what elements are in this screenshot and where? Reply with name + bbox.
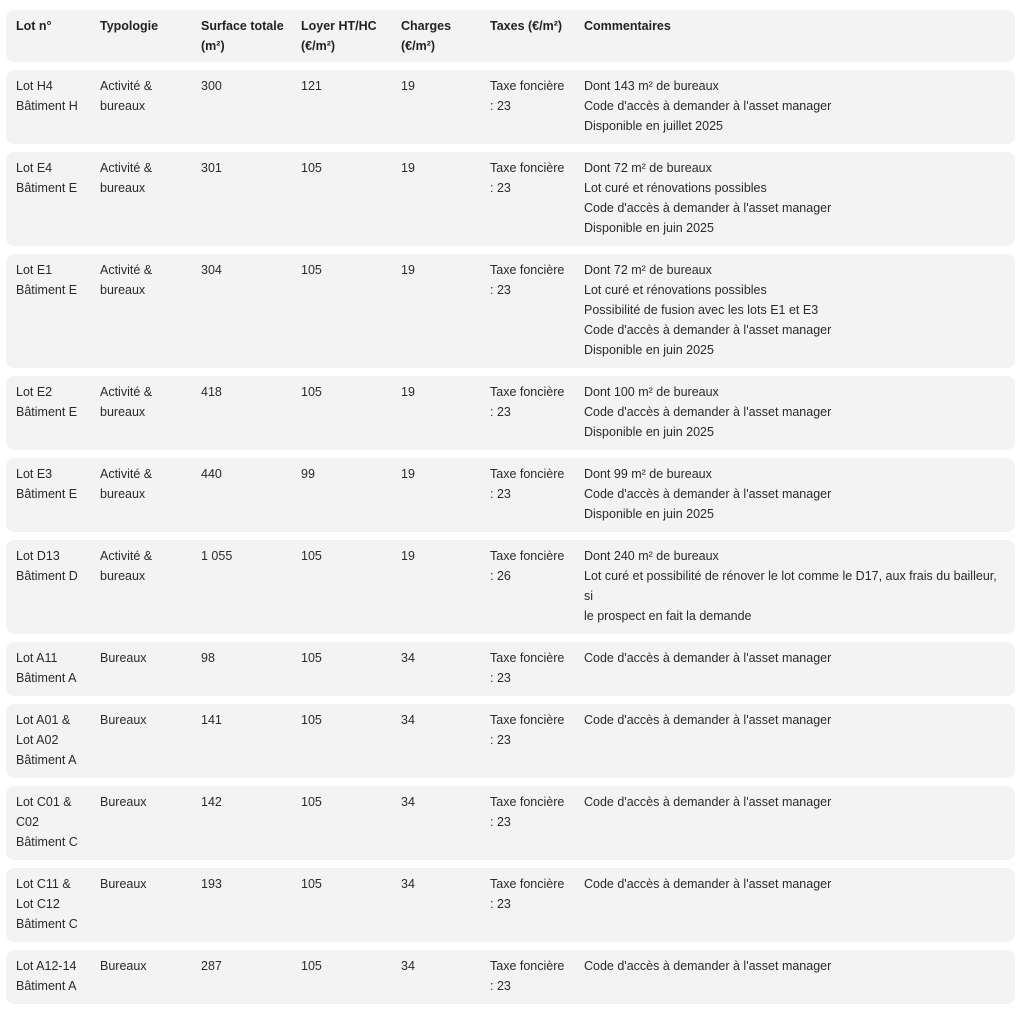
cell-lot-text: Lot C01 &: [16, 795, 72, 809]
cell-charges: [401, 546, 490, 626]
cell-lot-text: Lot H4: [16, 79, 53, 93]
cell-lot: [6, 464, 100, 524]
cell-commentaires: [584, 382, 1015, 442]
cell-commentaires: [584, 648, 1015, 688]
header-surface-label: Surface totale: [201, 19, 284, 33]
cell-lot-text: Lot C11 &: [16, 877, 71, 891]
cell-surface-text: 193: [201, 877, 222, 891]
cell-charges-text: 34: [401, 959, 415, 973]
cell-taxes-text: Taxe foncière: [490, 161, 565, 175]
cell-typologie: [100, 792, 201, 852]
table-row: [6, 70, 1015, 144]
header-charges-unit: (€/m²): [401, 39, 436, 53]
cell-commentaires-text: Code d'accès à demander à l'asset manager: [584, 651, 832, 665]
cell-charges: [401, 956, 490, 996]
cell-commentaires-text: Disponible en juin 2025: [584, 425, 714, 439]
cell-typologie: [100, 546, 201, 626]
table-row: [6, 254, 1015, 368]
cell-surface: [201, 874, 301, 934]
cell-commentaires-text: Lot curé et rénovations possibles: [584, 283, 767, 297]
cell-commentaires-text: Disponible en juin 2025: [584, 221, 714, 235]
cell-lot: [6, 76, 100, 136]
header-loyer-label: Loyer HT/HC: [301, 19, 377, 33]
cell-charges-text: 34: [401, 713, 415, 727]
cell-surface-text: 300: [201, 79, 222, 93]
table-row: [6, 642, 1015, 696]
cell-taxes-text: Taxe foncière: [490, 651, 565, 665]
cell-lot-text: Bâtiment A: [16, 671, 77, 685]
header-loyer: [301, 16, 401, 56]
cell-charges-text: 19: [401, 467, 415, 481]
cell-charges-text: 19: [401, 549, 415, 563]
cell-loyer-text: 105: [301, 651, 322, 665]
cell-surface-text: 304: [201, 263, 222, 277]
cell-commentaires: [584, 874, 1015, 934]
cell-typologie-text: Bureaux: [100, 651, 147, 665]
cell-commentaires-text: Dont 143 m² de bureaux: [584, 79, 719, 93]
cell-taxes-text: : 23: [490, 99, 511, 113]
header-taxes: [490, 16, 584, 56]
cell-loyer-text: 99: [301, 467, 315, 481]
cell-typologie: [100, 874, 201, 934]
cell-lot-text: Bâtiment A: [16, 979, 77, 993]
cell-typologie-text: Activité &: [100, 467, 153, 481]
cell-loyer: [301, 546, 401, 626]
cell-charges: [401, 710, 490, 770]
cell-commentaires-text: le prospect en fait la demande: [584, 609, 752, 623]
cell-taxes: [490, 260, 584, 360]
cell-commentaires-text: Code d'accès à demander à l'asset manager: [584, 99, 832, 113]
table-row: [6, 152, 1015, 246]
cell-typologie-text: Bureaux: [100, 795, 147, 809]
cell-loyer-text: 105: [301, 161, 322, 175]
cell-taxes: [490, 792, 584, 852]
cell-loyer: [301, 76, 401, 136]
cell-charges: [401, 464, 490, 524]
cell-surface-text: 141: [201, 713, 222, 727]
cell-commentaires-text: Lot curé et possibilité de rénover le lot comme le D17, aux frais du bailleur, si: [584, 569, 997, 603]
cell-surface-text: 287: [201, 959, 222, 973]
cell-commentaires-text: Possibilité de fusion avec les lots E1 et E3: [584, 303, 819, 317]
cell-taxes-text: : 23: [490, 815, 511, 829]
cell-commentaires-text: Disponible en juillet 2025: [584, 119, 723, 133]
cell-lot: [6, 546, 100, 626]
cell-lot-text: Lot A11: [16, 651, 58, 665]
cell-charges-text: 19: [401, 263, 415, 277]
cell-typologie-text: Activité &: [100, 549, 153, 563]
cell-loyer-text: 105: [301, 385, 322, 399]
cell-surface-text: 1 055: [201, 549, 233, 563]
cell-charges: [401, 874, 490, 934]
cell-surface: [201, 710, 301, 770]
cell-loyer-text: 105: [301, 959, 322, 973]
cell-commentaires: [584, 546, 1015, 626]
cell-typologie-text: Activité &: [100, 263, 153, 277]
cell-typologie-text: Activité &: [100, 385, 153, 399]
cell-taxes: [490, 874, 584, 934]
cell-typologie-text: bureaux: [100, 487, 146, 501]
cell-surface: [201, 956, 301, 996]
cell-commentaires-text: Lot curé et rénovations possibles: [584, 181, 767, 195]
cell-taxes: [490, 546, 584, 626]
cell-loyer-text: 105: [301, 263, 322, 277]
cell-taxes-text: Taxe foncière: [490, 263, 565, 277]
cell-typologie: [100, 158, 201, 238]
header-lot-label: Lot n°: [16, 19, 52, 33]
cell-taxes-text: Taxe foncière: [490, 79, 565, 93]
cell-loyer-text: 105: [301, 877, 322, 891]
cell-lot-text: Bâtiment E: [16, 405, 78, 419]
table-row: [6, 376, 1015, 450]
cell-lot-text: C02: [16, 815, 39, 829]
cell-commentaires-text: Code d'accès à demander à l'asset manager: [584, 201, 832, 215]
cell-lot-text: Bâtiment E: [16, 487, 78, 501]
cell-charges-text: 19: [401, 385, 415, 399]
cell-charges: [401, 76, 490, 136]
cell-lot: [6, 648, 100, 688]
cell-commentaires: [584, 464, 1015, 524]
cell-charges: [401, 158, 490, 238]
table-row: [6, 786, 1015, 860]
cell-surface-text: 142: [201, 795, 222, 809]
header-surface: [201, 16, 301, 56]
cell-lot-text: Bâtiment C: [16, 917, 78, 931]
cell-loyer: [301, 158, 401, 238]
cell-lot-text: Lot E2: [16, 385, 53, 399]
cell-commentaires-text: Code d'accès à demander à l'asset manager: [584, 713, 832, 727]
cell-taxes: [490, 710, 584, 770]
cell-typologie-text: bureaux: [100, 405, 146, 419]
cell-commentaires: [584, 158, 1015, 238]
cell-lot: [6, 710, 100, 770]
cell-lot-text: Lot E3: [16, 467, 53, 481]
cell-surface: [201, 648, 301, 688]
cell-typologie: [100, 956, 201, 996]
cell-surface-text: 301: [201, 161, 222, 175]
cell-charges: [401, 382, 490, 442]
cell-lot-text: Lot D13: [16, 549, 60, 563]
table-row: [6, 704, 1015, 778]
cell-loyer: [301, 956, 401, 996]
cell-typologie-text: bureaux: [100, 181, 146, 195]
cell-taxes-text: Taxe foncière: [490, 795, 565, 809]
cell-surface: [201, 464, 301, 524]
cell-taxes-text: : 23: [490, 405, 511, 419]
header-commentaires: [584, 16, 1015, 56]
header-typologie: [100, 16, 201, 56]
table-row: [6, 458, 1015, 532]
cell-loyer: [301, 792, 401, 852]
cell-surface-text: 98: [201, 651, 215, 665]
header-typologie-label: Typologie: [100, 19, 159, 33]
cell-taxes: [490, 956, 584, 996]
cell-charges: [401, 260, 490, 360]
cell-loyer: [301, 382, 401, 442]
cell-charges-text: 34: [401, 651, 415, 665]
cell-charges-text: 19: [401, 161, 415, 175]
cell-lot-text: Bâtiment D: [16, 569, 78, 583]
cell-typologie-text: Bureaux: [100, 713, 147, 727]
cell-charges: [401, 792, 490, 852]
header-loyer-unit: (€/m²): [301, 39, 336, 53]
cell-commentaires-text: Code d'accès à demander à l'asset manager: [584, 323, 832, 337]
cell-taxes-text: : 23: [490, 979, 511, 993]
cell-typologie: [100, 648, 201, 688]
cell-commentaires-text: Dont 99 m² de bureaux: [584, 467, 712, 481]
cell-loyer: [301, 874, 401, 934]
cell-typologie-text: Bureaux: [100, 959, 147, 973]
cell-commentaires-text: Disponible en juin 2025: [584, 343, 714, 357]
table-row: [6, 868, 1015, 942]
cell-taxes-text: Taxe foncière: [490, 467, 565, 481]
cell-charges-text: 19: [401, 79, 415, 93]
cell-taxes-text: Taxe foncière: [490, 549, 565, 563]
cell-commentaires-text: Code d'accès à demander à l'asset manager: [584, 795, 832, 809]
lots-table: [6, 10, 1015, 1012]
cell-loyer-text: 121: [301, 79, 322, 93]
cell-typologie: [100, 260, 201, 360]
cell-commentaires-text: Code d'accès à demander à l'asset manager: [584, 877, 832, 891]
cell-commentaires-text: Code d'accès à demander à l'asset manager: [584, 405, 832, 419]
cell-surface: [201, 158, 301, 238]
cell-commentaires: [584, 710, 1015, 770]
cell-lot: [6, 874, 100, 934]
cell-commentaires-text: Dont 100 m² de bureaux: [584, 385, 719, 399]
cell-loyer: [301, 648, 401, 688]
cell-loyer: [301, 710, 401, 770]
cell-loyer-text: 105: [301, 713, 322, 727]
cell-taxes-text: : 23: [490, 733, 511, 747]
cell-commentaires-text: Dont 72 m² de bureaux: [584, 161, 712, 175]
cell-lot: [6, 158, 100, 238]
cell-lot-text: Lot E1: [16, 263, 53, 277]
cell-lot-text: Bâtiment A: [16, 753, 77, 767]
header-charges: [401, 16, 490, 56]
cell-surface-text: 440: [201, 467, 222, 481]
cell-typologie-text: Activité &: [100, 79, 153, 93]
cell-typologie-text: Bureaux: [100, 877, 147, 891]
cell-commentaires-text: Disponible en juin 2025: [584, 507, 714, 521]
table-header-row: [6, 10, 1015, 62]
cell-taxes: [490, 648, 584, 688]
cell-commentaires-text: Code d'accès à demander à l'asset manager: [584, 959, 832, 973]
header-charges-label: Charges: [401, 19, 452, 33]
cell-loyer: [301, 260, 401, 360]
cell-charges-text: 34: [401, 877, 415, 891]
cell-taxes-text: : 23: [490, 487, 511, 501]
cell-commentaires: [584, 792, 1015, 852]
cell-typologie-text: bureaux: [100, 283, 146, 297]
header-lot: [6, 16, 100, 56]
cell-loyer-text: 105: [301, 549, 322, 563]
header-commentaires-label: Commentaires: [584, 19, 671, 33]
cell-charges: [401, 648, 490, 688]
cell-lot: [6, 260, 100, 360]
cell-surface: [201, 76, 301, 136]
cell-taxes-text: Taxe foncière: [490, 959, 565, 973]
header-taxes-label: Taxes (€/m²): [490, 19, 563, 33]
header-surface-unit: (m²): [201, 39, 225, 53]
cell-typologie: [100, 382, 201, 442]
cell-taxes: [490, 382, 584, 442]
cell-taxes: [490, 464, 584, 524]
cell-taxes-text: Taxe foncière: [490, 385, 565, 399]
cell-taxes: [490, 158, 584, 238]
table-row: [6, 950, 1015, 1004]
cell-typologie-text: bureaux: [100, 569, 146, 583]
cell-typologie: [100, 710, 201, 770]
cell-lot-text: Bâtiment E: [16, 181, 78, 195]
cell-taxes-text: : 26: [490, 569, 511, 583]
cell-lot-text: Bâtiment E: [16, 283, 78, 297]
cell-typologie: [100, 464, 201, 524]
cell-loyer: [301, 464, 401, 524]
table-body: [6, 70, 1015, 1004]
cell-lot: [6, 382, 100, 442]
cell-taxes-text: Taxe foncière: [490, 713, 565, 727]
cell-surface: [201, 260, 301, 360]
cell-taxes-text: : 23: [490, 671, 511, 685]
cell-taxes-text: : 23: [490, 897, 511, 911]
cell-loyer-text: 105: [301, 795, 322, 809]
cell-taxes: [490, 76, 584, 136]
cell-taxes-text: : 23: [490, 283, 511, 297]
cell-typologie-text: bureaux: [100, 99, 146, 113]
cell-commentaires-text: Dont 72 m² de bureaux: [584, 263, 712, 277]
cell-lot-text: Bâtiment H: [16, 99, 78, 113]
cell-charges-text: 34: [401, 795, 415, 809]
cell-surface: [201, 792, 301, 852]
cell-commentaires-text: Code d'accès à demander à l'asset manager: [584, 487, 832, 501]
table-row: [6, 540, 1015, 634]
cell-lot: [6, 956, 100, 996]
cell-taxes-text: Taxe foncière: [490, 877, 565, 891]
cell-commentaires: [584, 76, 1015, 136]
cell-typologie-text: Activité &: [100, 161, 153, 175]
cell-taxes-text: : 23: [490, 181, 511, 195]
cell-surface: [201, 546, 301, 626]
cell-lot-text: Lot A12-14: [16, 959, 77, 973]
cell-commentaires: [584, 956, 1015, 996]
cell-lot-text: Bâtiment C: [16, 835, 78, 849]
cell-typologie: [100, 76, 201, 136]
cell-lot-text: Lot C12: [16, 897, 60, 911]
cell-surface-text: 418: [201, 385, 222, 399]
cell-lot-text: Lot A01 &: [16, 713, 71, 727]
cell-lot: [6, 792, 100, 852]
cell-lot-text: Lot E4: [16, 161, 53, 175]
cell-commentaires: [584, 260, 1015, 360]
cell-lot-text: Lot A02: [16, 733, 59, 747]
cell-surface: [201, 382, 301, 442]
cell-commentaires-text: Dont 240 m² de bureaux: [584, 549, 719, 563]
